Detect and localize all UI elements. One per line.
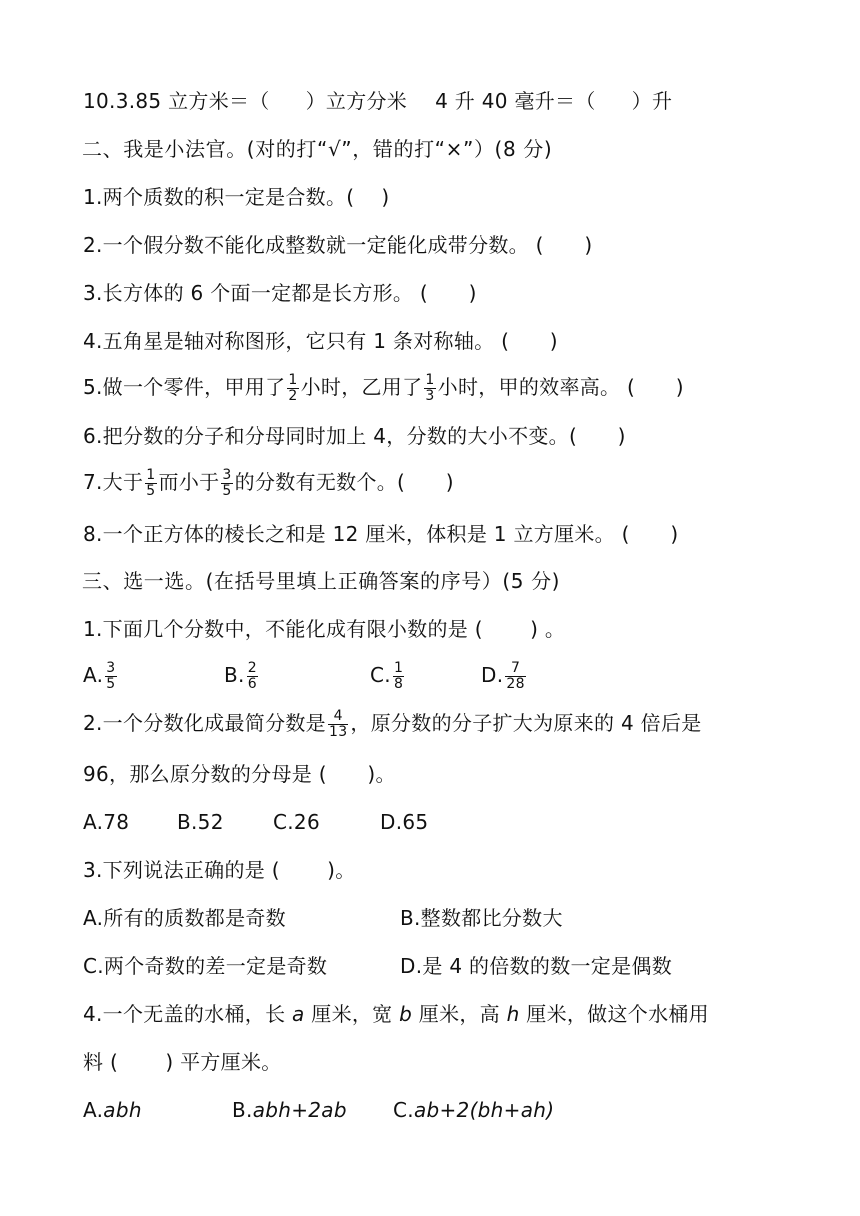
s2-item-3: 3.长方体的 6 个面一定都是长方形。 ( ) xyxy=(83,281,477,305)
s2-item-6: 6.把分数的分子和分母同时加上 4，分数的大小不变。( ) xyxy=(83,424,626,448)
s3-q1-option-c xyxy=(370,657,406,693)
s2-item5-text-c: 小时，甲的效率高。 ( ) xyxy=(437,375,684,399)
q10-part3: 4 升 40 毫升＝（ xyxy=(435,89,596,113)
option-expression: ab+2(bh+ah) xyxy=(413,1098,555,1122)
fraction-numerator: 1 xyxy=(425,372,435,388)
fraction-numerator: 7 xyxy=(510,660,521,676)
fraction-numerator: 4 xyxy=(333,708,343,724)
fraction-numerator: 3 xyxy=(222,467,232,483)
s3-q3-stem: 3.下列说法正确的是 ( )。 xyxy=(83,858,356,882)
s2-item7-text-c: 的分数有无数个。( ) xyxy=(234,470,454,494)
s3-q2-option-d: D.65 xyxy=(380,810,429,834)
s3-q2-stem xyxy=(83,705,702,741)
fraction-numerator: 2 xyxy=(247,660,257,676)
option-label: D. xyxy=(481,663,504,687)
fraction-option-c xyxy=(393,661,404,692)
s3-q3-option-a: A.所有的质数都是奇数 xyxy=(83,906,286,930)
s2-item5-text-a: 5.做一个零件，甲用了 xyxy=(83,375,286,399)
option-expression: abh xyxy=(103,1098,142,1122)
q10-part4: ）升 xyxy=(631,89,673,113)
s3-q1-option-b xyxy=(224,657,260,693)
fraction-one-half xyxy=(287,373,298,404)
s3-q4-text-a: 4.一个无盖的水桶，长 xyxy=(83,1002,293,1026)
q10-line xyxy=(83,83,672,119)
fraction-option-d xyxy=(505,661,525,692)
q10-part1: 10.3.85 立方米＝（ xyxy=(83,89,270,113)
s3-q4-stem-line2: 料 ( ) 平方厘米。 xyxy=(83,1050,282,1074)
var-a: a xyxy=(292,1002,305,1026)
fraction-denominator: 5 xyxy=(146,483,156,499)
s2-item7-text-b: 而小于 xyxy=(158,470,220,494)
s2-item-4: 4.五角星是轴对称图形，它只有 1 条对称轴。 ( ) xyxy=(83,329,558,353)
fraction-denominator: 8 xyxy=(393,676,404,692)
option-label: C. xyxy=(370,663,391,687)
var-h: h xyxy=(506,1002,520,1026)
fraction-numerator: 1 xyxy=(146,467,156,483)
fraction-denominator: 5 xyxy=(222,483,232,499)
s2-item-7 xyxy=(83,464,454,500)
option-label: B. xyxy=(232,1098,253,1122)
s3-q4-option-a xyxy=(83,1092,142,1128)
s3-q3-option-b: B.整数都比分数大 xyxy=(400,906,563,930)
s2-item-1: 1.两个质数的积一定是合数。( ) xyxy=(83,185,390,209)
s3-q2-option-b: B.52 xyxy=(177,810,224,834)
s2-item7-text-a: 7.大于 xyxy=(83,470,144,494)
fraction-numerator: 1 xyxy=(393,660,404,676)
s3-q2-option-a: A.78 xyxy=(83,810,130,834)
var-b: b xyxy=(399,1002,413,1026)
fraction-numerator: 1 xyxy=(288,372,298,388)
s3-q1-option-d xyxy=(481,657,528,693)
s3-q2-text-b: ，原分数的分子扩大为原来的 4 倍后是 xyxy=(350,711,702,735)
option-label: A. xyxy=(83,1098,104,1122)
fraction-numerator: 3 xyxy=(106,660,116,676)
fraction-denominator: 13 xyxy=(328,724,348,740)
q10-part2: ）立方分米 xyxy=(305,89,408,113)
option-label: C. xyxy=(393,1098,414,1122)
s2-item-8: 8.一个正方体的棱长之和是 12 厘米，体积是 1 立方厘米。 ( ) xyxy=(83,522,679,546)
fraction-one-third xyxy=(424,373,435,404)
fraction-three-fifths xyxy=(221,468,232,499)
s3-q4-text-b: 厘米，宽 xyxy=(304,1002,400,1026)
fraction-denominator: 28 xyxy=(506,676,525,692)
s3-q4-stem xyxy=(83,996,709,1032)
fraction-four-thirteenths xyxy=(328,709,348,740)
s2-item-2: 2.一个假分数不能化成整数就一定能化成带分数。 ( ) xyxy=(83,233,593,257)
option-label: B. xyxy=(224,663,245,687)
s3-q3-option-d: D.是 4 的倍数的数一定是偶数 xyxy=(400,954,672,978)
fraction-denominator: 6 xyxy=(247,676,257,692)
s3-q4-option-b xyxy=(232,1092,347,1128)
fraction-one-fifth xyxy=(145,468,156,499)
s3-q4-text-d: 厘米，做这个水桶用 xyxy=(519,1002,709,1026)
s3-q4-text-c: 厘米，高 xyxy=(412,1002,507,1026)
s3-q1-option-a xyxy=(83,657,119,693)
fraction-option-a xyxy=(105,661,116,692)
s3-q2-stem-line2: 96，那么原分数的分母是 ( )。 xyxy=(83,762,396,786)
fraction-denominator: 5 xyxy=(106,676,116,692)
section-3-heading: 三、选一选。(在括号里填上正确答案的序号）(5 分) xyxy=(82,569,561,593)
fraction-option-b xyxy=(247,661,258,692)
s3-q2-text-a: 2.一个分数化成最简分数是 xyxy=(83,711,326,735)
s2-item-5 xyxy=(83,369,684,405)
s2-item5-text-b: 小时，乙用了 xyxy=(300,375,423,399)
s3-q4-option-c xyxy=(393,1092,554,1128)
option-label: A. xyxy=(83,663,104,687)
s3-q2-option-c: C.26 xyxy=(273,810,320,834)
section-2-heading: 二、我是小法官。(对的打“√”，错的打“×”）(8 分) xyxy=(82,137,553,161)
fraction-denominator: 3 xyxy=(425,388,435,404)
option-expression: abh+2ab xyxy=(252,1098,347,1122)
s3-q3-option-c: C.两个奇数的差一定是奇数 xyxy=(83,954,328,978)
s3-q1-stem: 1.下面几个分数中，不能化成有限小数的是 ( ) 。 xyxy=(83,617,566,641)
fraction-denominator: 2 xyxy=(288,388,298,404)
